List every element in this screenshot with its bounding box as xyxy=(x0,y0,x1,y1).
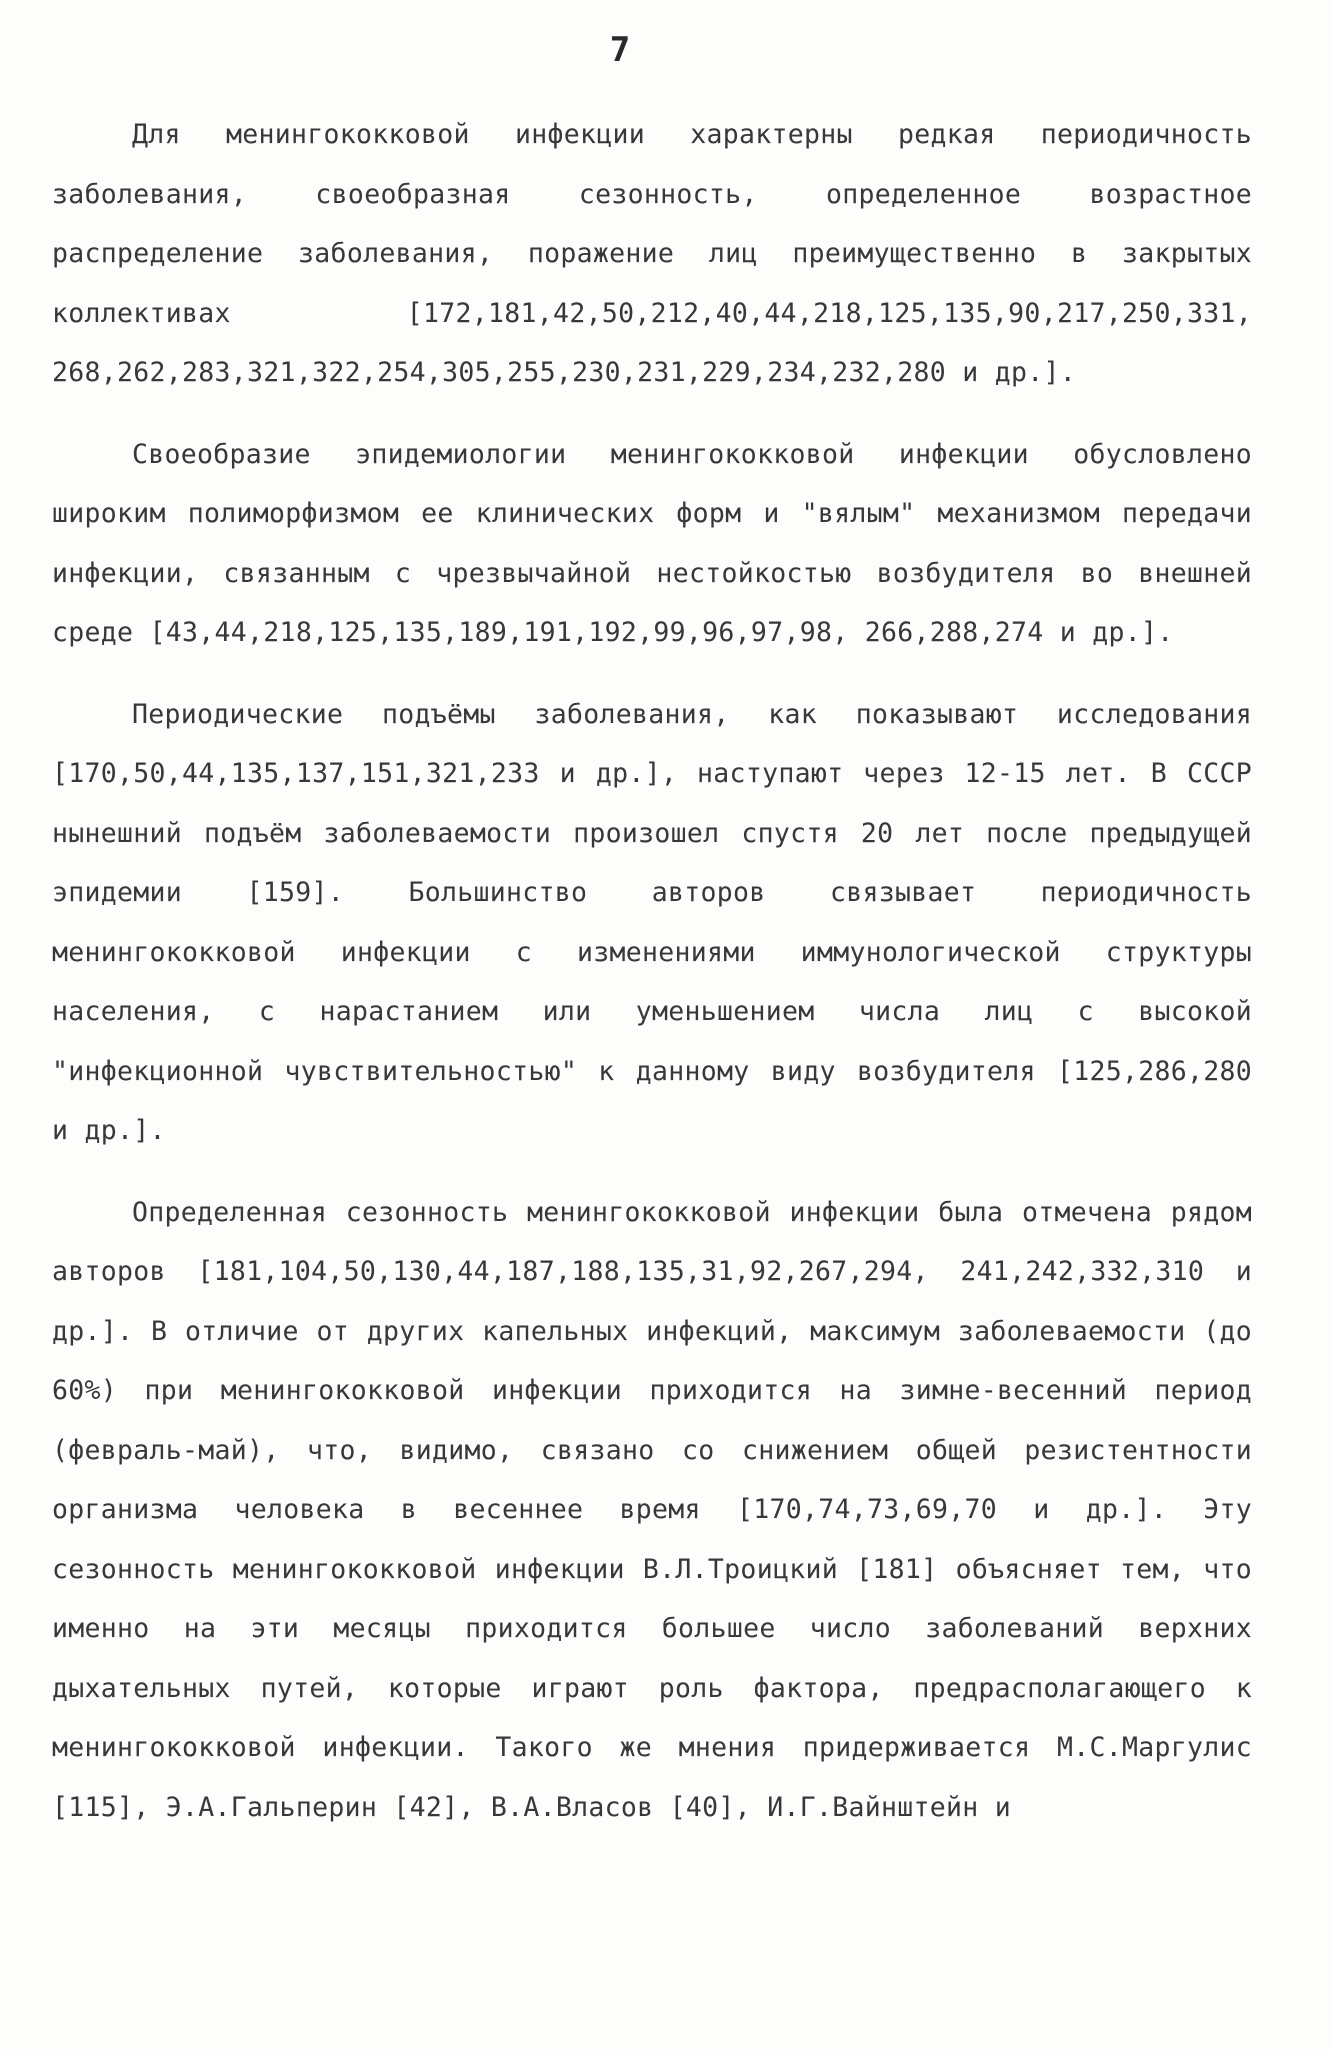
page-number: 7 xyxy=(609,30,631,70)
paragraph-periodicity: Периодические подъёмы заболевания, как показывают исследования [170,50,44,135,137,151,321,233 и др.], наступают через 12-15 лет. В СССР нынешний подъём заболеваемости произошел спустя 20 лет после предыдущей эпидемии [159]. Большинство авторов связывает периодичность менингококковой инфекции с изменениями иммунологической структуры населения, с нарастанием или уменьшением числа лиц с высокой "инфекционной чувствительностью" к данному виду возбудителя [125,286,280 и др.]. xyxy=(52,698,1269,1146)
paragraph-seasonality: Определенная сезонность менингококковой инфекции была отмечена рядом авторов [181,104,50,130,44,187,188,135,31,92,267,294, 241,242,332,310 и др.]. В отличие от других капельных инфекций, максимум заболеваемости (до 60%) при менингококковой инфекции приходится на зимне-весенний период (февраль-май), что, видимо, связано со снижением общей резистентности организма человека в весеннее время [170,74,73,69,70 и др.]. Эту сезонность менингококковой инфекции В.Л.Троицкий [181] объясняет тем, что именно на эти месяцы приходится большее число заболеваний верхних дыхательных путей, которые играют роль фактора, предрасполагающего к менингококковой инфекции. Такого же мнения придерживается М.С.Маргулис [115], Э.А.Гальперин [42], В.А.Власов [40], И.Г.Вайнштейн и xyxy=(52,1196,1269,1823)
paragraph-epidemiology: Своеобразие эпидемиологии менингококковой инфекции обусловлено широким полиморфизмом ее клинических форм и "вялым" механизмом передачи инфекции, связанным с чрезвычайной нестойкостью возбудителя во внешней среде [43,44,218,125,135,189,191,192,99,96,97,98, 266,288,274 и др.]. xyxy=(52,438,1269,648)
paragraph-seasonality-intro: Для менингококковой инфекции характерны редкая периодичность заболевания, своеобразная сезонность, определенное возрастное распределение заболевания, поражение лиц преимущественно в закрытых коллективах [172,181,42,50,212,40,44,218,125,135,90,217,250,331, 268,262,283,321,322,254,305,255,230,231,229,234,232,280 и др.]. xyxy=(52,119,1269,388)
document-body xyxy=(52,105,1269,1837)
